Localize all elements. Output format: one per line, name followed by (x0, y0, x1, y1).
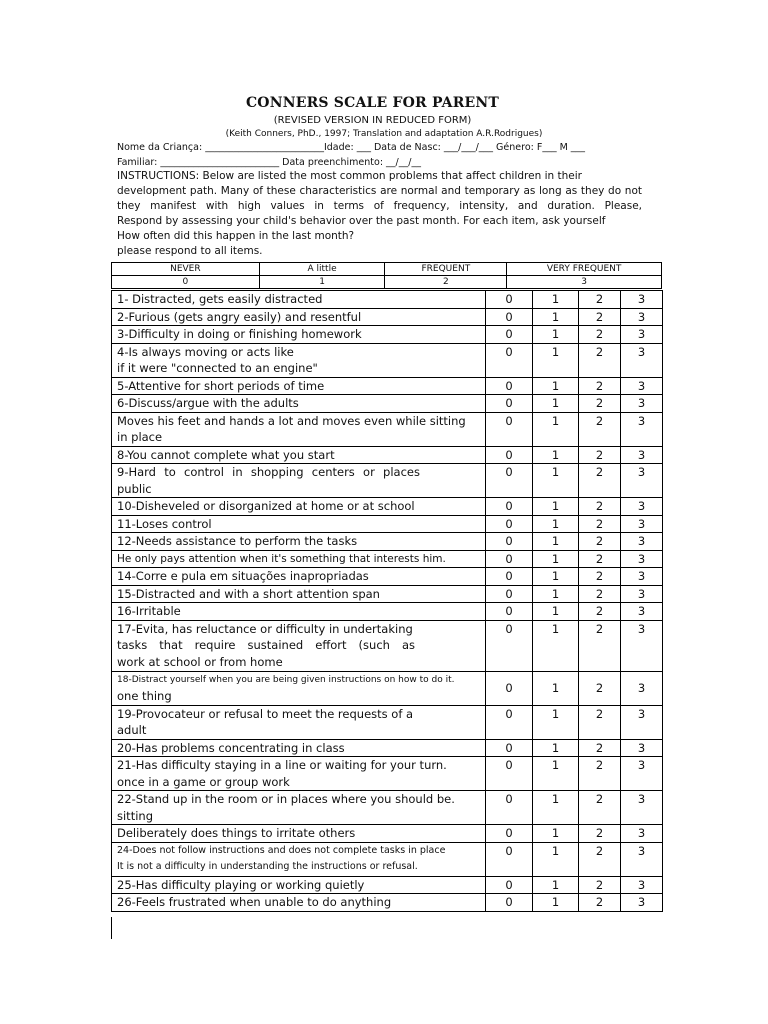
item-text (112, 842, 486, 876)
table-row (112, 464, 663, 498)
rating-option-3[interactable]: 3 (621, 894, 663, 912)
item-text-line: 8-You cannot complete what you start (117, 447, 335, 462)
scale-label-never: NEVER (112, 263, 260, 276)
item-text-line: 20-Has problems concentrating in class (117, 740, 345, 755)
item-text-line: 17-Evita, has reluctance or difficulty in undertaking (117, 621, 413, 636)
rating-option-0[interactable]: 0 (486, 446, 533, 464)
rating-option-0[interactable]: 0 (486, 791, 533, 825)
item-text-line: 14-Corre e pula em situações inapropriadas (117, 569, 369, 583)
item-text (112, 533, 486, 551)
rating-option-3[interactable]: 3 (621, 412, 663, 446)
item-text (112, 876, 486, 894)
rating-option-3[interactable]: 3 (621, 550, 663, 568)
page-subtitle: (REVISED VERSION IN REDUCED FORM) (273, 115, 472, 126)
table-row (112, 603, 663, 621)
rating-option-3[interactable]: 3 (621, 876, 663, 894)
item-text-line: one thing (117, 689, 172, 703)
rating-option-1[interactable]: 1 (533, 568, 579, 586)
rating-option-2[interactable]: 2 (579, 842, 621, 876)
item-text (112, 705, 486, 739)
rating-option-1[interactable]: 1 (533, 446, 579, 464)
table-row (112, 705, 663, 739)
table-row (112, 757, 663, 791)
rating-option-3[interactable]: 3 (621, 464, 663, 498)
rating-option-2[interactable]: 2 (579, 705, 621, 739)
instructions-line: development path. Many of these characteristics are normal and temporary as long as they do not (117, 185, 642, 197)
rating-option-2[interactable]: 2 (579, 757, 621, 791)
scale-value-2: 2 (385, 276, 507, 289)
table-row (112, 876, 663, 894)
table-row (112, 568, 663, 586)
table-row (112, 739, 663, 757)
rating-option-3[interactable]: 3 (621, 533, 663, 551)
item-text (112, 585, 486, 603)
rating-option-1[interactable]: 1 (533, 842, 579, 876)
item-text-line: sitting (117, 808, 153, 823)
item-text (112, 739, 486, 757)
rating-option-1[interactable]: 1 (533, 620, 579, 671)
item-text-line: 22-Stand up in the room or in places where you should be. (117, 792, 455, 806)
family-info-line: Familiar: _________________________ Data preenchimento: __/__/__ (117, 157, 421, 168)
item-text-line: 21-Has difficulty staying in a line or waiting for your turn. (117, 758, 447, 772)
rating-option-2[interactable]: 2 (579, 550, 621, 568)
scale-value-3: 3 (507, 276, 662, 289)
rating-option-1[interactable]: 1 (533, 550, 579, 568)
rating-option-0[interactable]: 0 (486, 620, 533, 671)
scale-value-0: 0 (112, 276, 260, 289)
rating-option-0[interactable]: 0 (486, 326, 533, 344)
rating-option-2[interactable]: 2 (579, 377, 621, 395)
rating-option-1[interactable]: 1 (533, 395, 579, 413)
rating-option-2[interactable]: 2 (579, 343, 621, 377)
item-text (112, 377, 486, 395)
rating-option-3[interactable]: 3 (621, 739, 663, 757)
rating-option-2[interactable]: 2 (579, 412, 621, 446)
table-row (112, 671, 663, 705)
rating-option-0[interactable]: 0 (486, 464, 533, 498)
item-text-line: 9-Hard to control in shopping centers or places (117, 465, 420, 479)
item-text-line: 25-Has difficulty playing or working quietly (117, 877, 365, 892)
rating-option-0[interactable]: 0 (486, 308, 533, 326)
rating-option-3[interactable]: 3 (621, 377, 663, 395)
rating-option-3[interactable]: 3 (621, 568, 663, 586)
rating-option-2[interactable]: 2 (579, 876, 621, 894)
item-text (112, 326, 486, 344)
rating-option-2[interactable]: 2 (579, 446, 621, 464)
item-text-line: 3-Difficulty in doing or finishing homework (117, 327, 362, 341)
item-text-line: He only pays attention when it's something that interests him. (117, 552, 446, 565)
rating-option-1[interactable]: 1 (533, 757, 579, 791)
rating-option-1[interactable]: 1 (533, 412, 579, 446)
rating-option-1[interactable]: 1 (533, 533, 579, 551)
item-text-line: Moves his feet and hands a lot and moves even while sitting (117, 413, 466, 428)
item-text-line: work at school or from home (117, 654, 283, 669)
rating-option-0[interactable]: 0 (486, 739, 533, 757)
item-text-line: 12-Needs assistance to perform the tasks (117, 534, 358, 548)
rating-option-0[interactable]: 0 (486, 671, 533, 705)
scale-label-very-frequent: VERY FREQUENT (507, 263, 662, 276)
rating-option-2[interactable]: 2 (579, 464, 621, 498)
rating-option-1[interactable]: 1 (533, 308, 579, 326)
scale-value-1: 1 (259, 276, 385, 289)
item-text-line: public (117, 481, 152, 496)
table-edge-line (111, 917, 112, 939)
child-info-line: Nome da Criança: _________________________Idade: ___ Data de Nasc: ___/___/___ Género: F___ M ___ (117, 142, 586, 153)
rating-option-2[interactable]: 2 (579, 585, 621, 603)
item-text (112, 412, 486, 446)
page-title: CONNERS SCALE FOR PARENT (245, 95, 500, 111)
rating-option-1[interactable]: 1 (533, 343, 579, 377)
item-text-line: once in a game or group work (117, 774, 290, 789)
rating-option-1[interactable]: 1 (533, 671, 579, 705)
rating-option-2[interactable]: 2 (579, 894, 621, 912)
table-row (112, 308, 663, 326)
item-text-line: 11-Loses control (117, 516, 212, 531)
item-text-line: 26-Feels frustrated when unable to do anything (117, 895, 392, 909)
rating-option-0[interactable]: 0 (486, 498, 533, 516)
rating-option-3[interactable]: 3 (621, 791, 663, 825)
scale-label-a-little: A little (259, 263, 385, 276)
item-text-line: 5-Attentive for short periods of time (117, 378, 325, 393)
item-text (112, 308, 486, 326)
rating-option-0[interactable]: 0 (486, 395, 533, 413)
rating-option-1[interactable]: 1 (533, 825, 579, 843)
item-text (112, 825, 486, 843)
rating-option-3[interactable]: 3 (621, 825, 663, 843)
rating-option-0[interactable]: 0 (486, 533, 533, 551)
item-text (112, 498, 486, 516)
rating-option-0[interactable]: 0 (486, 705, 533, 739)
table-row (112, 515, 663, 533)
rating-option-2[interactable]: 2 (579, 291, 621, 309)
rating-option-1[interactable]: 1 (533, 894, 579, 912)
item-text (112, 550, 486, 568)
table-row (112, 291, 663, 309)
rating-option-3[interactable]: 3 (621, 308, 663, 326)
rating-option-2[interactable]: 2 (579, 308, 621, 326)
rating-option-0[interactable]: 0 (486, 876, 533, 894)
rating-option-0[interactable]: 0 (486, 568, 533, 586)
item-text (112, 395, 486, 413)
rating-option-3[interactable]: 3 (621, 343, 663, 377)
rating-option-2[interactable]: 2 (579, 326, 621, 344)
item-text-line: adult (117, 723, 147, 737)
item-text (112, 757, 486, 791)
table-row (112, 498, 663, 516)
table-row (112, 446, 663, 464)
item-text-line: if it were "connected to an engine" (117, 361, 318, 375)
item-text (112, 464, 486, 498)
rating-option-0[interactable]: 0 (486, 894, 533, 912)
table-row (112, 620, 663, 671)
rating-option-1[interactable]: 1 (533, 791, 579, 825)
rating-option-0[interactable]: 0 (486, 757, 533, 791)
item-text (112, 446, 486, 464)
rating-option-3[interactable]: 3 (621, 446, 663, 464)
table-row (112, 533, 663, 551)
rating-option-3[interactable]: 3 (621, 326, 663, 344)
rating-option-2[interactable]: 2 (579, 671, 621, 705)
item-text (112, 515, 486, 533)
rating-option-1[interactable]: 1 (533, 739, 579, 757)
rating-option-3[interactable]: 3 (621, 705, 663, 739)
rating-option-1[interactable]: 1 (533, 585, 579, 603)
rating-option-0[interactable]: 0 (486, 585, 533, 603)
item-text-line: 1- Distracted, gets easily distracted (117, 292, 323, 306)
item-text-line: in place (117, 430, 163, 444)
item-text-line: 15-Distracted and with a short attention span (117, 586, 380, 601)
rating-option-0[interactable]: 0 (486, 515, 533, 533)
rating-option-3[interactable]: 3 (621, 671, 663, 705)
item-text-line: 6-Discuss/argue with the adults (117, 396, 299, 410)
instructions (117, 169, 642, 259)
rating-option-1[interactable]: 1 (533, 498, 579, 516)
rating-option-1[interactable]: 1 (533, 603, 579, 621)
rating-option-0[interactable]: 0 (486, 842, 533, 876)
table-row (112, 343, 663, 377)
instructions-line: please respond to all items. (117, 245, 263, 257)
table-row (112, 894, 663, 912)
rating-option-3[interactable]: 3 (621, 585, 663, 603)
rating-option-0[interactable]: 0 (486, 412, 533, 446)
rating-option-3[interactable]: 3 (621, 291, 663, 309)
items-table (111, 290, 663, 912)
rating-option-1[interactable]: 1 (533, 377, 579, 395)
table-row (112, 791, 663, 825)
item-text-line: 19-Provocateur or refusal to meet the requests of a (117, 706, 414, 721)
table-row (112, 825, 663, 843)
rating-option-3[interactable]: 3 (621, 395, 663, 413)
rating-option-2[interactable]: 2 (579, 395, 621, 413)
rating-option-3[interactable]: 3 (621, 842, 663, 876)
instructions-line: INSTRUCTIONS: Below are listed the most common problems that affect children in their (117, 170, 582, 182)
item-text (112, 291, 486, 309)
table-row (112, 585, 663, 603)
rating-scale-legend (111, 262, 662, 289)
rating-option-2[interactable]: 2 (579, 498, 621, 516)
item-text-line: tasks that require sustained effort (such as (117, 638, 415, 652)
rating-option-2[interactable]: 2 (579, 515, 621, 533)
item-text-line: 24-Does not follow instructions and does not complete tasks in place (117, 844, 446, 856)
item-text-line: 2-Furious (gets angry easily) and resentful (117, 309, 362, 324)
rating-option-1[interactable]: 1 (533, 876, 579, 894)
rating-option-3[interactable]: 3 (621, 757, 663, 791)
item-text (112, 671, 486, 705)
rating-option-2[interactable]: 2 (579, 791, 621, 825)
item-text-line: 10-Disheveled or disorganized at home or at school (117, 499, 415, 513)
rating-option-1[interactable]: 1 (533, 705, 579, 739)
table-row (112, 550, 663, 568)
rating-option-2[interactable]: 2 (579, 603, 621, 621)
rating-option-1[interactable]: 1 (533, 291, 579, 309)
table-row (112, 326, 663, 344)
item-text-line: It is not a difficulty in understanding the instructions or refusal. (117, 861, 418, 872)
item-text-line: Deliberately does things to irritate others (117, 826, 356, 840)
rating-option-3[interactable]: 3 (621, 515, 663, 533)
rating-option-0[interactable]: 0 (486, 291, 533, 309)
rating-option-0[interactable]: 0 (486, 377, 533, 395)
item-text (112, 894, 486, 912)
table-row (112, 412, 663, 446)
item-text (112, 568, 486, 586)
rating-option-1[interactable]: 1 (533, 464, 579, 498)
rating-option-2[interactable]: 2 (579, 825, 621, 843)
instructions-line: How often did this happen in the last month? (117, 230, 355, 242)
scale-label-frequent: FREQUENT (385, 263, 507, 276)
rating-option-0[interactable]: 0 (486, 343, 533, 377)
rating-option-2[interactable]: 2 (579, 620, 621, 671)
rating-option-3[interactable]: 3 (621, 498, 663, 516)
table-row (112, 842, 663, 876)
item-text (112, 343, 486, 377)
rating-option-3[interactable]: 3 (621, 603, 663, 621)
item-text (112, 791, 486, 825)
table-row (112, 377, 663, 395)
rating-option-3[interactable]: 3 (621, 620, 663, 671)
item-text (112, 620, 486, 671)
item-text-line: 18-Distract yourself when you are being given instructions on how to do it. (117, 674, 455, 685)
instructions-line: Respond by assessing your child's behavior over the past month. For each item, ask yourself (117, 215, 606, 227)
item-text-line: 4-Is always moving or acts like (117, 344, 294, 359)
rating-option-2[interactable]: 2 (579, 568, 621, 586)
credit-line: (Keith Conners, PhD., 1997; Translation and adaptation A.R.Rodrigues) (225, 129, 543, 139)
instructions-line: they manifest with high values in terms of frequency, intensity, and duration. Please, (117, 200, 642, 212)
rating-option-1[interactable]: 1 (533, 326, 579, 344)
rating-option-2[interactable]: 2 (579, 739, 621, 757)
rating-option-2[interactable]: 2 (579, 533, 621, 551)
table-row (112, 395, 663, 413)
item-text-line: 16-Irritable (117, 604, 181, 618)
item-text (112, 603, 486, 621)
rating-option-0[interactable]: 0 (486, 603, 533, 621)
rating-option-0[interactable]: 0 (486, 550, 533, 568)
rating-option-1[interactable]: 1 (533, 515, 579, 533)
rating-option-0[interactable]: 0 (486, 825, 533, 843)
